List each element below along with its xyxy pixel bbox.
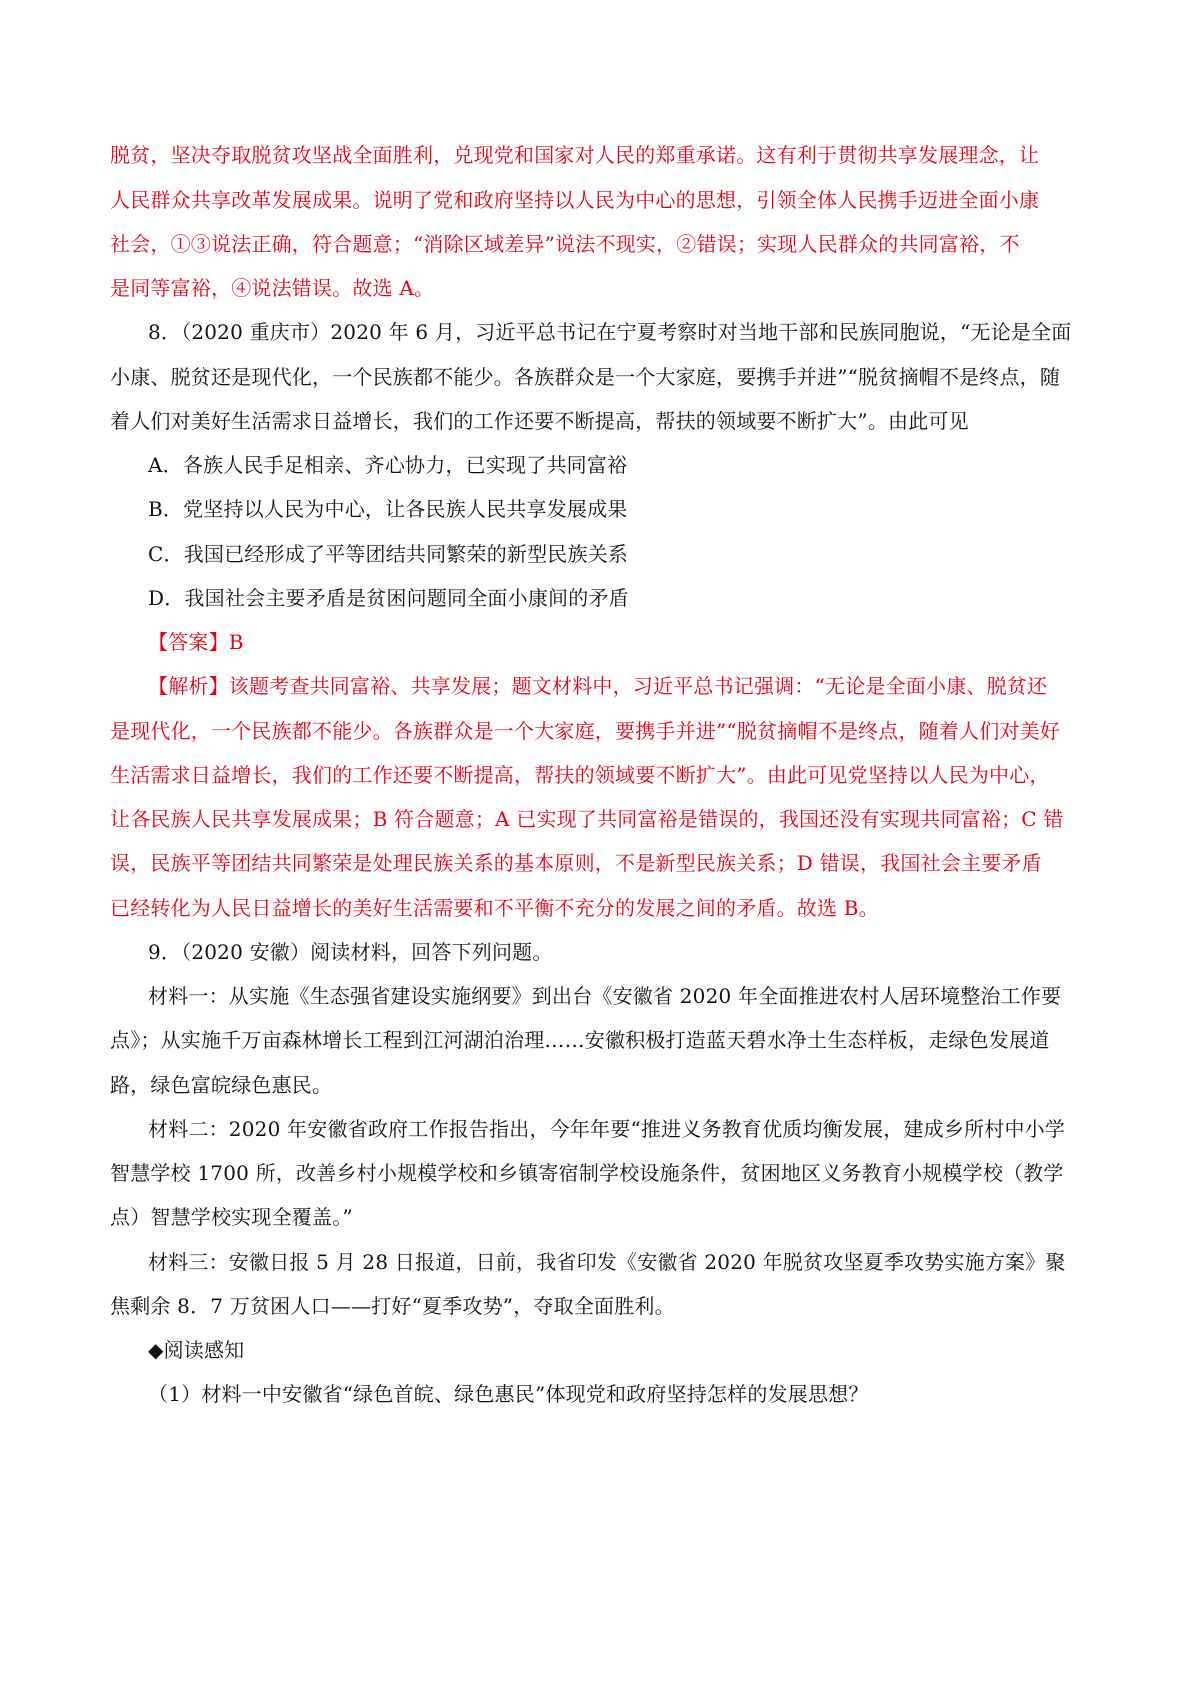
prev-explanation-line-3: 社会，①③说法正确，符合题意；“消除区域差异”说法不现实，②错误；实现人民群众的共同富裕，不 xyxy=(110,232,1020,256)
q8-option-c: C．我国已经形成了平等团结共同繁荣的新型民族关系 xyxy=(148,542,629,566)
prev-explanation-line-2: 人民群众共享改革发展成果。说明了党和政府坚持以人民为中心的思想，引领全体人民携手迈进全面小康 xyxy=(110,188,1040,212)
q8-option-a: A．各族人民手足相亲、齐心协力，已实现了共同富裕 xyxy=(148,453,628,477)
q9-material3-line-1: 材料三：安徽日报 5 月 28 日报道，日前，我省印发《安徽省 2020 年脱贫攻坚夏季攻势实施方案》聚 xyxy=(148,1250,1066,1274)
q9-sub-question-1: （1）材料一中安徽省“绿色首皖、绿色惠民”体现党和政府坚持怎样的发展思想？ xyxy=(148,1382,869,1406)
q8-analysis-line-1: 【解析】该题考查共同富裕、共享发展；题文材料中，习近平总书记强调：“无论是全面小康、脱贫还 xyxy=(148,674,1048,698)
q8-analysis-line-5: 误，民族平等团结共同繁荣是处理民族关系的基本原则，不是新型民族关系；D 错误，我国社会主要矛盾 xyxy=(110,851,1042,875)
q9-material2-line-1: 材料二：2020 年安徽省政府工作报告指出，今年年要“推进义务教育优质均衡发展，建成乡所村中小学 xyxy=(148,1117,1066,1141)
q9-material1-line-1: 材料一：从实施《生态强省建设实施纲要》到出台《安徽省 2020 年全面推进农村人居环境整治工作要 xyxy=(148,984,1062,1008)
q8-analysis-line-4: 让各民族人民共享发展成果；B 符合题意；A 已实现了共同富裕是错误的，我国还没有实现共同富裕；C 错 xyxy=(110,807,1064,831)
q8-option-b: B．党坚持以人民为中心，让各民族人民共享发展成果 xyxy=(148,497,628,521)
prev-explanation-line-1: 脱贫，坚决夺取脱贫攻坚战全面胜利，兑现党和国家对人民的郑重承诺。这有利于贯彻共享发展理念，让 xyxy=(110,143,1040,167)
q8-stem-line-2: 小康、脱贫还是现代化，一个民族都不能少。各族群众是一个大家庭，要携手并进”“脱贫摘帽不是终点，随 xyxy=(110,365,1061,389)
q8-option-d: D．我国社会主要矛盾是贫困问题同全面小康间的矛盾 xyxy=(148,586,629,610)
q9-material1-line-2: 点》；从实施千万亩森林增长工程到江河湖泊治理……安徽积极打造蓝天碧水净土生态样板，走绿色发展道 xyxy=(110,1028,1050,1052)
prev-explanation-line-4: 是同等富裕，④说法错误。故选 A。 xyxy=(110,276,435,300)
q8-analysis-line-3: 生活需求日益增长，我们的工作还要不断提高，帮扶的领域要不断扩大”。由此可见党坚持以人民为中心， xyxy=(110,763,1050,787)
q8-analysis-line-2: 是现代化，一个民族都不能少。各族群众是一个大家庭，要携手并进”“脱贫摘帽不是终点，随着人们对美好 xyxy=(110,719,1061,743)
q8-stem-line-1: 8．（2020 重庆市）2020 年 6 月，习近平总书记在宁夏考察时对当地干部和民族同胞说，“无论是全面 xyxy=(148,320,1072,344)
q8-answer: 【答案】B xyxy=(148,630,244,654)
q9-section-heading: ◆阅读感知 xyxy=(148,1338,245,1362)
q9-material1-line-3: 路，绿色富皖绿色惠民。 xyxy=(110,1073,333,1097)
q9-stem: 9．（2020 安徽）阅读材料，回答下列问题。 xyxy=(148,940,553,964)
q8-stem-line-3: 着人们对美好生活需求日益增长，我们的工作还要不断提高，帮扶的领域要不断扩大”。由此可见 xyxy=(110,409,969,433)
q9-material2-line-2: 智慧学校 1700 所，改善乡村小规模学校和乡镇寄宿制学校设施条件，贫困地区义务教育小规模学校（教学 xyxy=(110,1161,1064,1185)
q9-material2-line-3: 点）智慧学校实现全覆盖。” xyxy=(110,1205,353,1229)
q8-analysis-line-6: 已经转化为人民日益增长的美好生活需要和不平衡不充分的发展之间的矛盾。故选 B。 xyxy=(110,896,879,920)
q9-material3-line-2: 焦剩余 8．7 万贫困人口——打好“夏季攻势”，夺取全面胜利。 xyxy=(110,1294,675,1318)
